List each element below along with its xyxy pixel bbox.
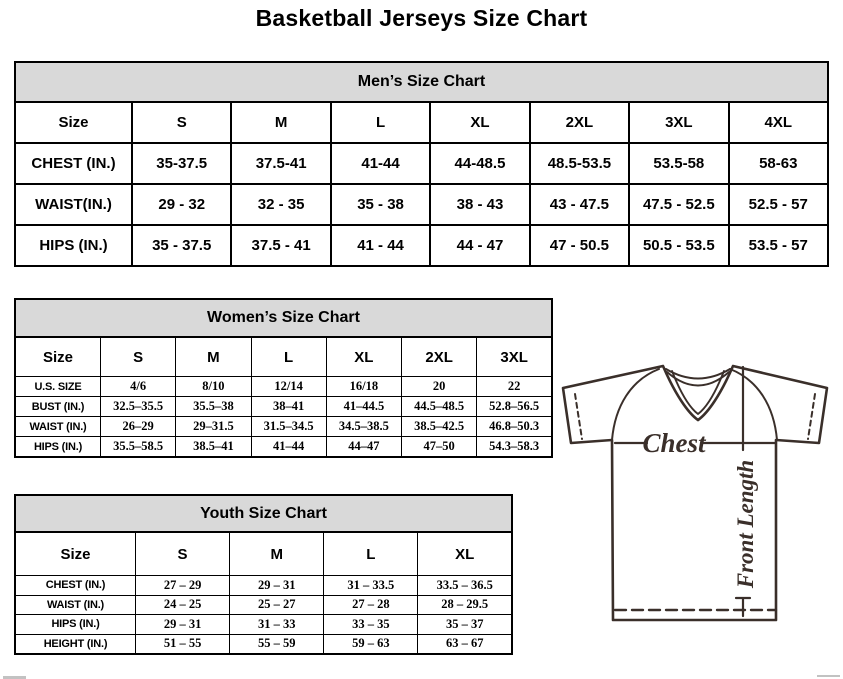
size-value-cell: 48.5-53.5 — [530, 143, 629, 184]
size-value-cell: 55 – 59 — [230, 634, 324, 654]
table-row — [15, 615, 512, 635]
size-value-cell: 22 — [477, 377, 552, 397]
jersey-measurement-diagram — [555, 358, 843, 666]
size-value-cell: 29 – 31 — [230, 576, 324, 596]
size-value-cell: 35-37.5 — [132, 143, 231, 184]
column-header: 3XL — [477, 337, 552, 377]
table-row — [15, 576, 512, 596]
size-value-cell: 41-44 — [331, 143, 430, 184]
youth-size-chart-section — [14, 494, 513, 655]
size-value-cell: 44.5–48.5 — [402, 397, 477, 417]
size-value-cell: 47–50 — [402, 437, 477, 458]
column-header: XL — [326, 337, 401, 377]
size-value-cell: 54.3–58.3 — [477, 437, 552, 458]
size-value-cell: 50.5 - 53.5 — [629, 225, 728, 266]
mens-size-chart-section — [14, 61, 829, 267]
column-header: 2XL — [402, 337, 477, 377]
size-value-cell: 20 — [402, 377, 477, 397]
size-value-cell: 53.5 - 57 — [729, 225, 828, 266]
table-row — [15, 225, 828, 266]
size-value-cell: 16/18 — [326, 377, 401, 397]
size-value-cell: 27 – 28 — [324, 595, 418, 615]
size-value-cell: 44-48.5 — [430, 143, 529, 184]
size-value-cell: 32.5–35.5 — [101, 397, 176, 417]
size-value-cell: 38.5–41 — [176, 437, 251, 458]
collar-back-curve-1 — [666, 369, 730, 379]
row-label: WAIST (IN.) — [15, 417, 101, 437]
collar-inner-v — [672, 371, 724, 414]
size-value-cell: 28 – 29.5 — [418, 595, 512, 615]
jersey-diagram-svg — [555, 358, 843, 666]
column-header: XL — [418, 532, 512, 576]
row-label: CHEST (IN.) — [15, 143, 132, 184]
row-label: CHEST (IN.) — [15, 576, 136, 596]
size-value-cell: 26–29 — [101, 417, 176, 437]
row-label: HIPS (IN.) — [15, 225, 132, 266]
size-value-cell: 12/14 — [251, 377, 326, 397]
size-value-cell: 31 – 33.5 — [324, 576, 418, 596]
size-value-cell: 53.5-58 — [629, 143, 728, 184]
table-row — [15, 634, 512, 654]
table-row — [15, 143, 828, 184]
front-length-label: Front Length — [733, 459, 758, 589]
size-value-cell: 63 – 67 — [418, 634, 512, 654]
row-label: WAIST(IN.) — [15, 184, 132, 225]
size-value-cell: 44–47 — [326, 437, 401, 458]
womens-chart-table — [14, 336, 553, 458]
size-value-cell: 38 - 43 — [430, 184, 529, 225]
sleeve-dash-right — [808, 394, 815, 439]
column-header: Size — [15, 337, 101, 377]
horizontal-scrollbar-thumb-right[interactable] — [817, 675, 840, 677]
sleeve-dash-left — [575, 394, 582, 439]
column-header: S — [136, 532, 230, 576]
column-header: 4XL — [729, 102, 828, 143]
size-value-cell: 38.5–42.5 — [402, 417, 477, 437]
size-value-cell: 8/10 — [176, 377, 251, 397]
size-value-cell: 35.5–38 — [176, 397, 251, 417]
column-header: 3XL — [629, 102, 728, 143]
size-value-cell: 35.5–58.5 — [101, 437, 176, 458]
size-value-cell: 29 - 32 — [132, 184, 231, 225]
table-row — [15, 397, 552, 417]
size-value-cell: 34.5–38.5 — [326, 417, 401, 437]
youth-chart-table — [14, 531, 513, 655]
size-value-cell: 37.5-41 — [231, 143, 330, 184]
size-value-cell: 59 – 63 — [324, 634, 418, 654]
mens-chart-title: Men’s Size Chart — [14, 61, 829, 103]
column-header: S — [132, 102, 231, 143]
size-value-cell: 35 - 38 — [331, 184, 430, 225]
size-value-cell: 25 – 27 — [230, 595, 324, 615]
table-row — [15, 377, 552, 397]
column-header: L — [251, 337, 326, 377]
row-label: HIPS (IN.) — [15, 437, 101, 458]
chest-label: Chest — [642, 428, 706, 458]
header-row — [15, 532, 512, 576]
row-label: BUST (IN.) — [15, 397, 101, 417]
womens-size-chart-section — [14, 298, 553, 458]
youth-chart-title: Youth Size Chart — [14, 494, 513, 533]
size-value-cell: 33.5 – 36.5 — [418, 576, 512, 596]
column-header: M — [176, 337, 251, 377]
size-value-cell: 29 – 31 — [136, 615, 230, 635]
page-title: Basketball Jerseys Size Chart — [255, 5, 588, 31]
size-value-cell: 41 - 44 — [331, 225, 430, 266]
row-label: U.S. SIZE — [15, 377, 101, 397]
column-header: XL — [430, 102, 529, 143]
size-value-cell: 58-63 — [729, 143, 828, 184]
column-header: S — [101, 337, 176, 377]
table-row — [15, 184, 828, 225]
column-header: Size — [15, 102, 132, 143]
header-row — [15, 337, 552, 377]
table-row — [15, 437, 552, 458]
size-value-cell: 29–31.5 — [176, 417, 251, 437]
size-value-cell: 35 - 37.5 — [132, 225, 231, 266]
size-value-cell: 41–44 — [251, 437, 326, 458]
mens-chart-table — [14, 101, 829, 267]
armhole-seam-right — [730, 369, 777, 440]
size-value-cell: 4/6 — [101, 377, 176, 397]
size-value-cell: 31 – 33 — [230, 615, 324, 635]
size-value-cell: 38–41 — [251, 397, 326, 417]
column-header: L — [324, 532, 418, 576]
size-value-cell: 24 – 25 — [136, 595, 230, 615]
size-value-cell: 33 – 35 — [324, 615, 418, 635]
size-value-cell: 52.8–56.5 — [477, 397, 552, 417]
size-value-cell: 46.8–50.3 — [477, 417, 552, 437]
table-row — [15, 417, 552, 437]
column-header: 2XL — [530, 102, 629, 143]
size-value-cell: 27 – 29 — [136, 576, 230, 596]
table-row — [15, 595, 512, 615]
jersey-outline — [563, 366, 827, 620]
size-value-cell: 32 - 35 — [231, 184, 330, 225]
size-value-cell: 31.5–34.5 — [251, 417, 326, 437]
row-label: HEIGHT (IN.) — [15, 634, 136, 654]
size-value-cell: 35 – 37 — [418, 615, 512, 635]
column-header: M — [230, 532, 324, 576]
size-value-cell: 47.5 - 52.5 — [629, 184, 728, 225]
row-label: WAIST (IN.) — [15, 595, 136, 615]
column-header: Size — [15, 532, 136, 576]
size-value-cell: 52.5 - 57 — [729, 184, 828, 225]
column-header: L — [331, 102, 430, 143]
womens-chart-title: Women’s Size Chart — [14, 298, 553, 338]
size-value-cell: 37.5 - 41 — [231, 225, 330, 266]
size-value-cell: 43 - 47.5 — [530, 184, 629, 225]
size-value-cell: 44 - 47 — [430, 225, 529, 266]
size-value-cell: 47 - 50.5 — [530, 225, 629, 266]
row-label: HIPS (IN.) — [15, 615, 136, 635]
column-header: M — [231, 102, 330, 143]
header-row — [15, 102, 828, 143]
size-value-cell: 51 – 55 — [136, 634, 230, 654]
size-value-cell: 41–44.5 — [326, 397, 401, 417]
